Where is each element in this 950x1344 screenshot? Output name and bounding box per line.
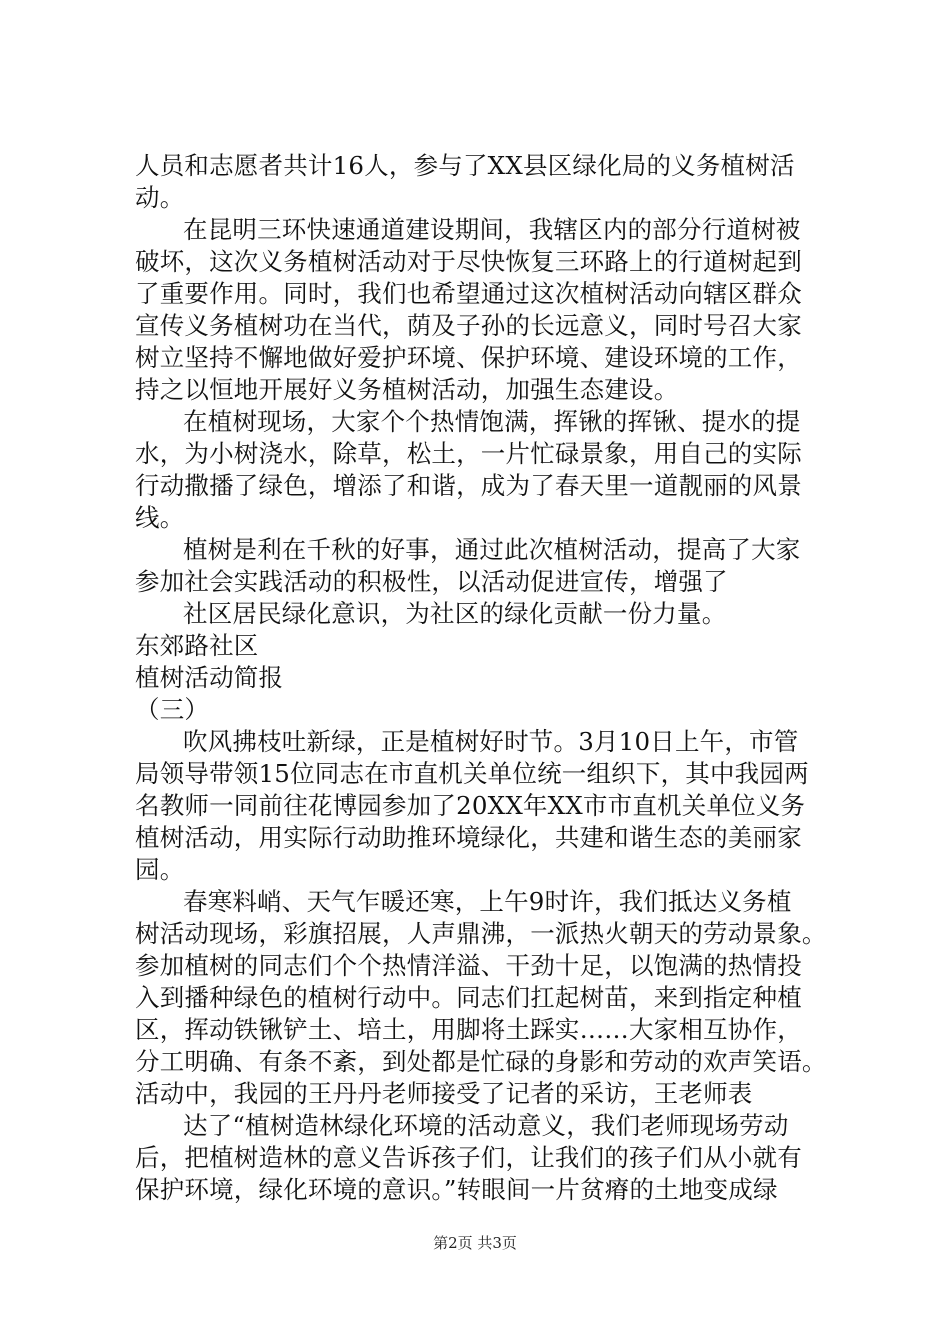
paragraph-line: 水，为小树浇水，除草，松土，一片忙碌景象，用自己的实际 — [135, 439, 802, 468]
paragraph-line: 东郊路社区 — [135, 631, 259, 660]
paragraph-line: 植树活动简报 — [135, 663, 284, 692]
paragraph-line: 春寒料峭、天气乍暖还寒，上午9时许，我们抵达义务植 — [183, 887, 792, 916]
paragraph-line: 线。 — [135, 503, 185, 532]
paragraph-line: 破坏，这次义务植树活动对于尽快恢复三环路上的行道树起到 — [135, 247, 802, 276]
paragraph-line: 园。 — [135, 855, 185, 884]
paragraph-line: 入到播种绿色的植树行动中。同志们扛起树苗，来到指定种植 — [135, 983, 802, 1012]
paragraph-line: 局领导带领15位同志在市直机关单位统一组织下，其中我园两 — [135, 759, 809, 788]
paragraph-line: 植树活动，用实际行动助推环境绿化，共建和谐生态的美丽家 — [135, 823, 802, 852]
paragraph-line: 人员和志愿者共计16人，参与了XX县区绿化局的义务植树活 — [135, 151, 795, 180]
paragraph-line: 后，把植树造林的意义告诉孩子们，让我们的孩子们从小就有 — [135, 1143, 802, 1172]
paragraph-line: 社区居民绿化意识，为社区的绿化贡献一份力量。 — [183, 599, 727, 628]
paragraph-line: 动。 — [135, 183, 185, 212]
paragraph-line: 名教师一同前往花博园参加了20XX年XX市市直机关单位义务 — [135, 791, 806, 820]
paragraph-line: 参加植树的同志们个个热情洋溢、干劲十足，以饱满的热情投 — [135, 951, 802, 980]
paragraph-line: 在昆明三环快速通道建设期间，我辖区内的部分行道树被 — [183, 215, 801, 244]
paragraph-line: 达了“植树造林绿化环境的活动意义，我们老师现场劳动 — [183, 1111, 789, 1140]
paragraph-line: 行动撒播了绿色，增添了和谐，成为了春天里一道靓丽的风景 — [135, 471, 802, 500]
paragraph-line: 持之以恒地开展好义务植树活动，加强生态建设。 — [135, 375, 679, 404]
paragraph-line: 吹风拂枝吐新绿，正是植树好时节。3月10日上午，市管 — [183, 727, 799, 756]
paragraph-line: 保护环境，绿化环境的意识。”转眼间一片贫瘠的土地变成绿 — [135, 1175, 778, 1204]
paragraph-line: 植树是利在千秋的好事，通过此次植树活动，提高了大家 — [183, 535, 801, 564]
paragraph-line: 参加社会实践活动的积极性，以活动促进宣传，增强了 — [135, 567, 728, 596]
paragraph-line: 宣传义务植树功在当代，荫及子孙的长远意义，同时号召大家 — [135, 311, 802, 340]
paragraph-line: 了重要作用。同时，我们也希望通过这次植树活动向辖区群众 — [135, 279, 802, 308]
paragraph-line: 活动中，我园的王丹丹老师接受了记者的采访，王老师表 — [135, 1079, 753, 1108]
paragraph-line: 树立坚持不懈地做好爱护环境、保护环境、建设环境的工作， — [135, 343, 802, 372]
paragraph-line: （三） — [135, 695, 210, 724]
paragraph-line: 区，挥动铁锹铲土、培土，用脚将土踩实……大家相互协作， — [135, 1015, 802, 1044]
paragraph-line: 分工明确、有条不紊，到处都是忙碌的身影和劳动的欢声笑语。 — [135, 1047, 827, 1076]
page-footer: 第2页 共3页 — [433, 1234, 517, 1252]
paragraph-line: 树活动现场，彩旗招展，人声鼎沸，一派热火朝天的劳动景象。 — [135, 919, 827, 948]
paragraph-line: 在植树现场，大家个个热情饱满，挥锹的挥锹、提水的提 — [183, 407, 801, 436]
